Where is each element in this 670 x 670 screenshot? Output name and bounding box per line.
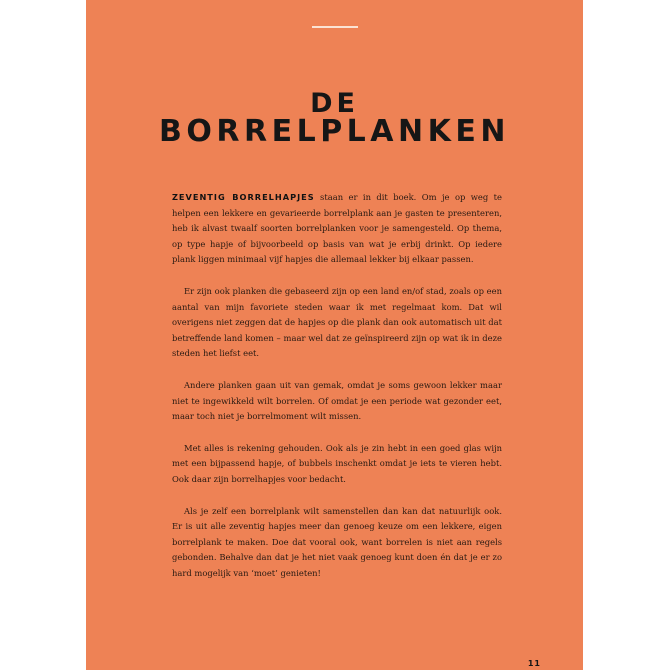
paragraph-1 [172, 190, 502, 268]
paragraph-4: Met alles is rekening gehouden. Ook als je zin hebt in een goed glas wijn met een bijpassend hapje, of bubbels inschenkt omdat je iets te vieren hebt. Ook daar zijn borrelhapjes voor bedacht. [172, 442, 502, 484]
top-divider-rule [312, 26, 358, 28]
paragraph-1-text: staan er in dit boek. Om je op weg te helpen een lekkere en gevarieerde borrelplank aan je gasten te presenteren, heb ik alvast twaalf soorten borrelplanken voor je samengesteld. Op thema, op type hapje of bijvoorbeeld op basis van wat je erbij drinkt. Op iedere plank liggen minimaal vijf hapjes die allemaal lekker bij elkaar passen. [172, 192, 502, 265]
page-title-line-1: DE [310, 88, 359, 119]
paragraph-3: Andere planken gaan uit van gemak, omdat je soms gewoon lekker maar niet te ingewikkeld wilt borrelen. Of omdat je een periode wat gezonder eet, maar toch niet je borrelmoment wilt missen. [172, 379, 502, 422]
paragraph-2: Er zijn ook planken die gebaseerd zijn op een land en/of stad, zoals op een aantal van mijn favoriete steden waar ik met regelmaat kom. Dat wil overigens niet zeggen dat de hapjes op die plank dan ook automatisch uit dat betreffende land komen – maar wel dat ze geïnspireerd zijn op wat ik in deze steden het liefst eet. [172, 285, 502, 359]
page-title-line-2: BORRELPLANKEN [159, 114, 510, 149]
page-number: 11 [527, 659, 541, 668]
body-text [172, 190, 502, 597]
lead-in-caps: ZEVENTIG BORRELHAPJES [172, 192, 315, 202]
book-page [86, 0, 583, 670]
paragraph-5: Als je zelf een borrelplank wilt samenstellen dan kan dat natuurlijk ook. Er is uit alle zeventig hapjes meer dan genoeg keuze om een lekkere, eigen borrelplank te maken. Doe dat vooral ook, want borrelen is niet aan regels gebonden. Behalve dan dat je het niet vaak genoeg kunt doen én dat je er zo hard mogelijk van ‘moet’ genieten! [172, 505, 502, 578]
